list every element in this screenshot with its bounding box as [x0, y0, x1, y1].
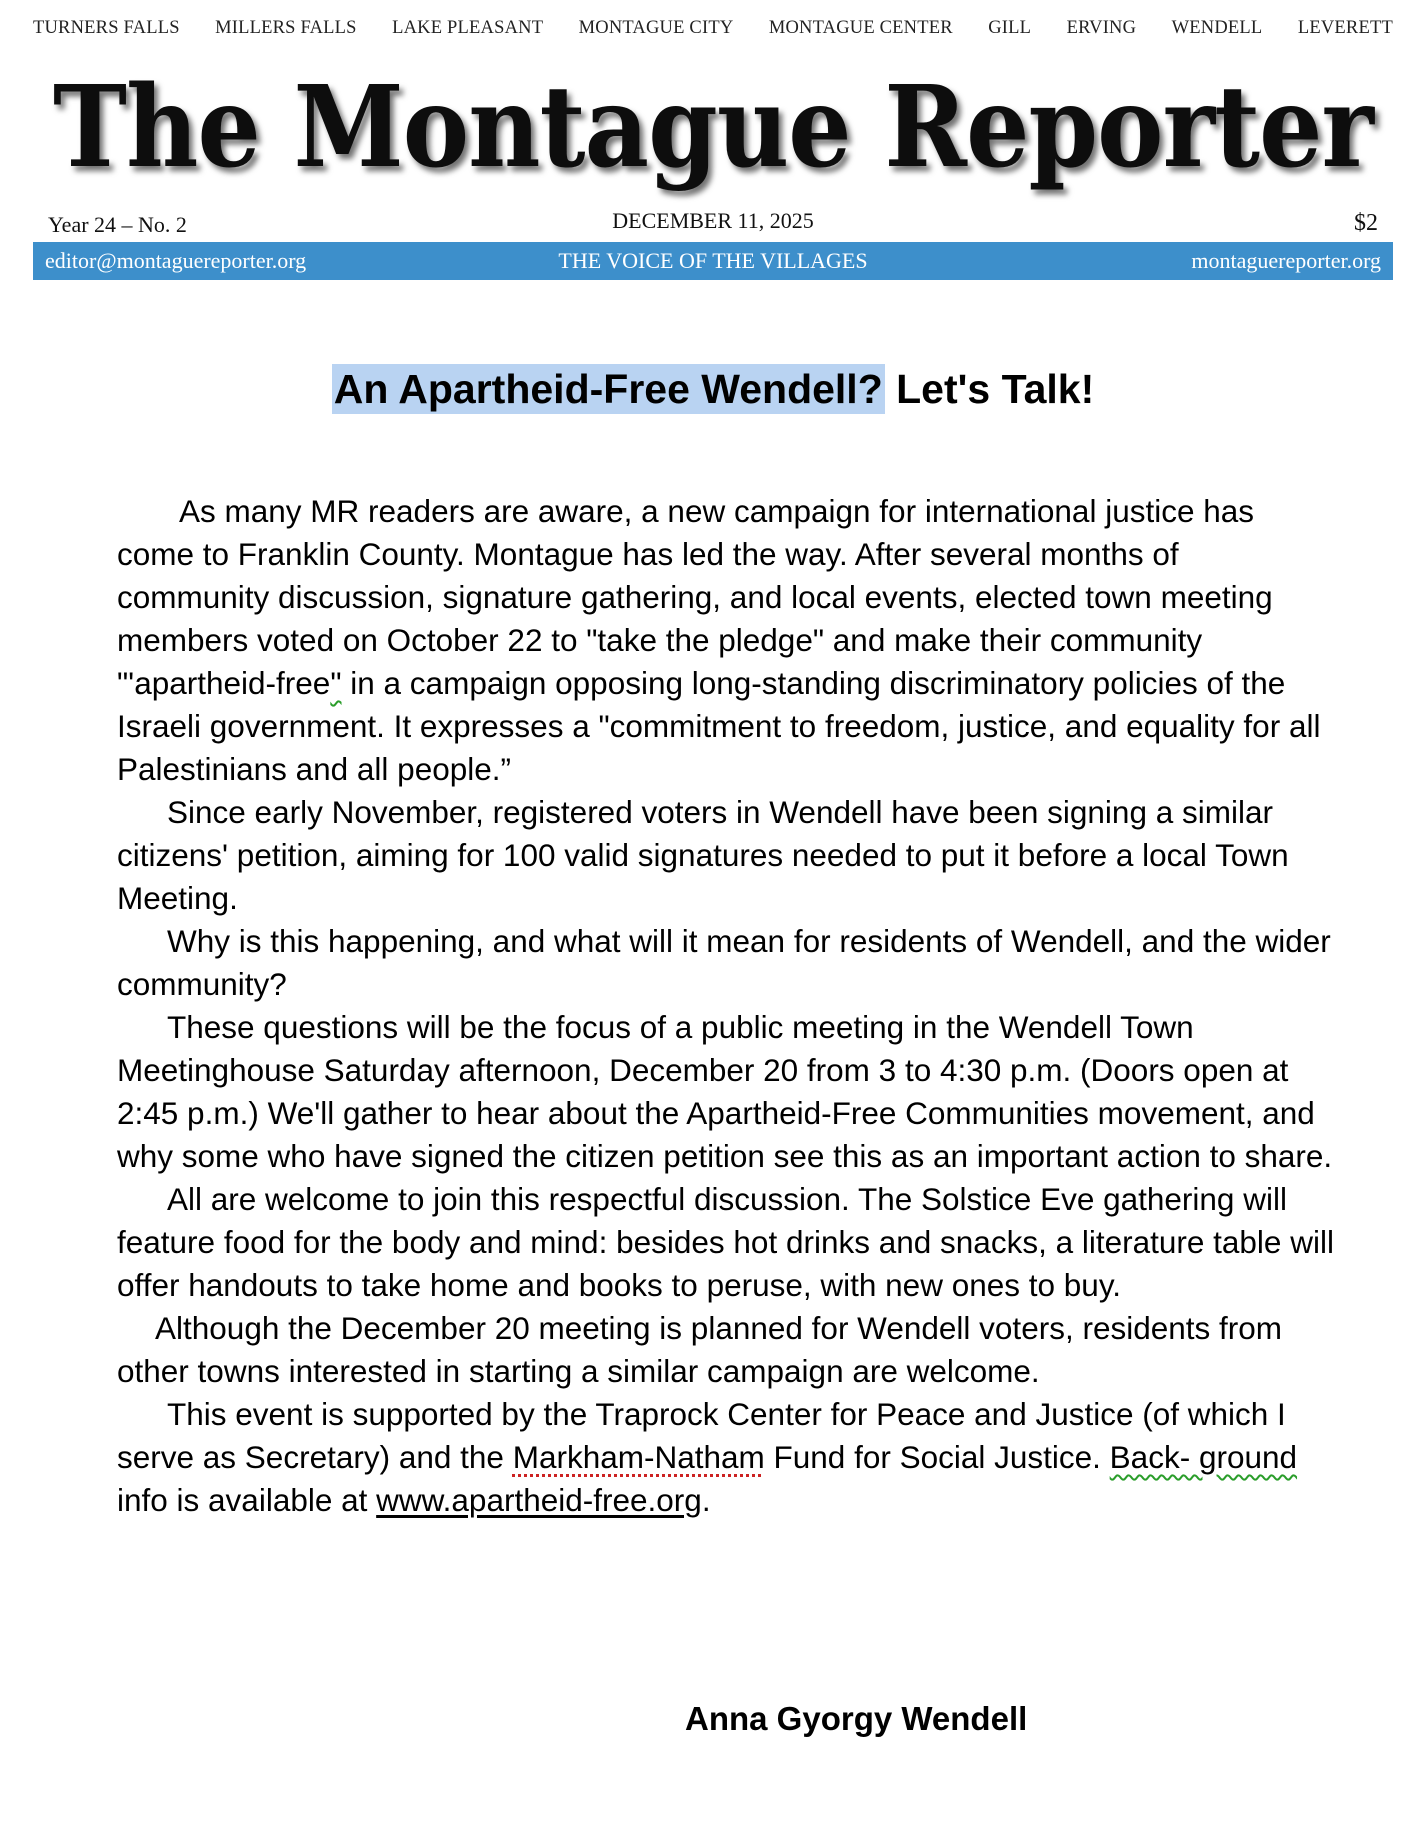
paragraph: All are welcome to join this respectful discussion. The Solstice Eve gathering will feature food for the body and mind: besides hot drinks and snacks, a literature table will offer handouts to take home and books to peruse, with new ones to buy.	[117, 1181, 1334, 1303]
village-name: TURNERS FALLS	[33, 18, 180, 38]
website: montaguereporter.org	[1191, 248, 1381, 273]
grammar-flag: Back- ground	[1109, 1439, 1298, 1475]
village-name: MONTAGUE CENTER	[768, 18, 953, 38]
motto: THE VOICE OF THE VILLAGES	[558, 248, 868, 273]
grammar-flag: "	[330, 665, 342, 701]
article-body	[117, 490, 1337, 1522]
masthead-title	[0, 48, 1426, 204]
paragraph: Why is this happening, and what will it mean for residents of Wendell, and the wider community?	[117, 923, 1331, 1002]
paragraph: Although the December 20 meeting is planned for Wendell voters, residents from other towns interested in starting a similar campaign are welcome.	[117, 1310, 1283, 1389]
article-headline	[0, 366, 1426, 413]
paragraph	[117, 490, 1337, 791]
village-name: ERVING	[1066, 18, 1137, 38]
village-list	[33, 18, 1393, 39]
village-name: LEVERETT	[1297, 18, 1393, 38]
paragraph: These questions will be the focus of a public meeting in the Wendell Town Meetinghouse Saturday afternoon, December 20 from 3 to 4:30 p.m. (Doors open at 2:45 p.m.) We'll gather to hear about the Apartheid-Free Communities movement, and why some who have signed the citizen petition see this as an important action to share.	[117, 1009, 1333, 1174]
issue-price: $2	[1354, 210, 1378, 236]
contact-bar	[33, 242, 1393, 280]
spelling-flag: Markham-Natham	[512, 1439, 765, 1475]
village-name: LAKE PLEASANT	[392, 18, 544, 38]
issue-date: DECEMBER 11, 2025	[612, 208, 814, 233]
paragraph: Since early November, registered voters in Wendell have been signing a similar citizens' petition, aiming for 100 valid signatures needed to put it before a local Town Meeting.	[117, 794, 1289, 916]
apartheid-free-link[interactable]: www.apartheid-free.org	[376, 1482, 702, 1518]
author-signature: Anna Gyorgy Wendell	[685, 1700, 1028, 1737]
editor-email: editor@montaguereporter.org	[45, 248, 307, 273]
issue-info-row	[48, 208, 1378, 238]
paragraph-text: in a campaign opposing long-standing discriminatory policies of the Israeli government. It expresses a "commitment to freedom, justice, and equality for all Palestinians and all people.”	[117, 665, 1321, 787]
paragraph-text: Fund for Social Justice.	[764, 1439, 1110, 1475]
village-name: WENDELL	[1171, 18, 1263, 38]
paragraph-text: This event is supported by the Traprock Center for Peace and Justice (of which I serve as Secretary) and the	[117, 1396, 1286, 1475]
paragraph-text: info is available at	[117, 1482, 377, 1518]
village-name: MILLERS FALLS	[215, 18, 357, 38]
headline-rest: Let's Talk!	[884, 366, 1095, 412]
newspaper-title: The Montague Reporter	[53, 62, 1376, 193]
paragraph-text: As many MR readers are aware, a new campaign for international justice has come to Franklin County. Montague has led the way. After several months of community discussion, signature gathering, and local events, elected town meeting members voted on October 22 to "take the pledge" and make their community "'apartheid-free	[117, 493, 1273, 701]
issue-number: Year 24 – No. 2	[48, 212, 187, 237]
paragraph-text: .	[701, 1482, 711, 1518]
headline-highlighted: An Apartheid-Free Wendell?	[333, 366, 883, 412]
village-name: MONTAGUE CITY	[578, 18, 734, 38]
village-name: GILL	[988, 18, 1032, 38]
paragraph	[117, 1393, 1337, 1522]
